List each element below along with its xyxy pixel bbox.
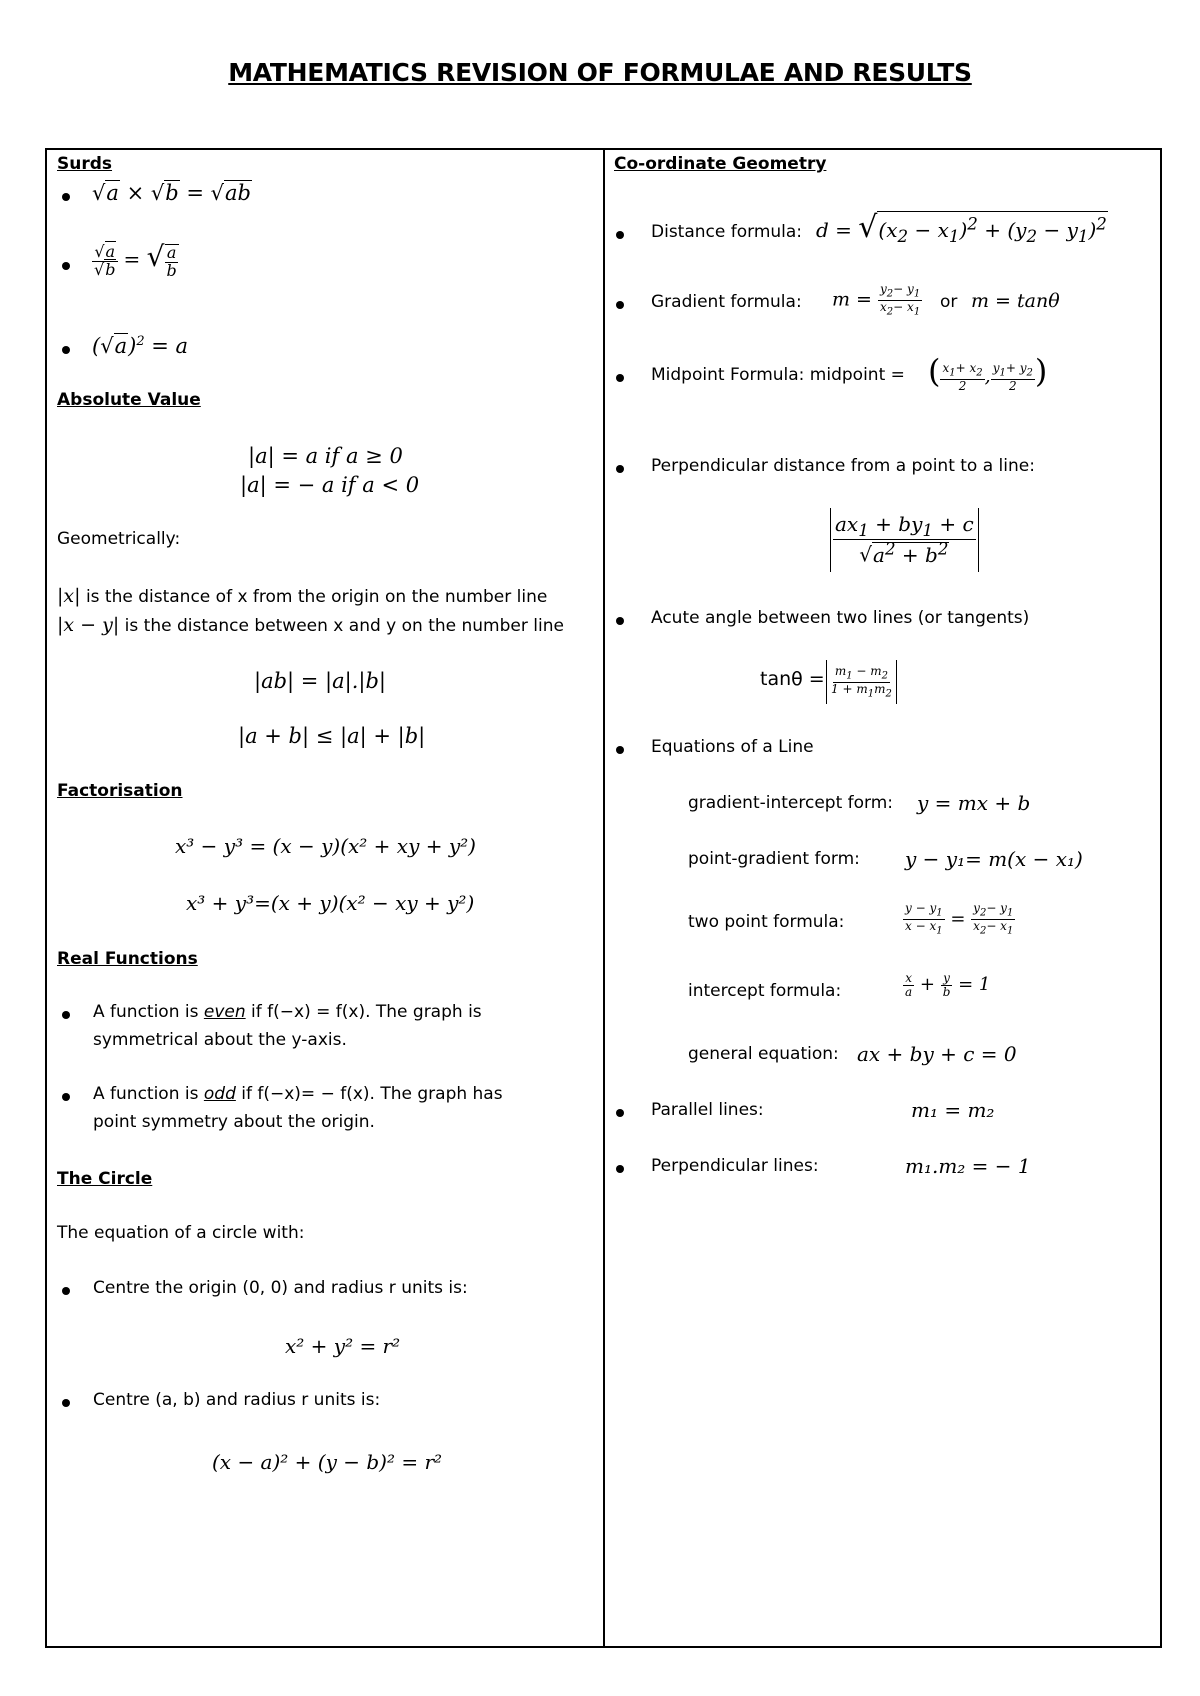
intercept-formula: $\frac{x}{a}$ + $\frac{y}{b}$ = 1 [905, 971, 991, 999]
even-function-line-2: symmetrical about the y-axis. [93, 1030, 347, 1050]
perpendicular-lines-label: Perpendicular lines: [651, 1156, 819, 1176]
absolute-formula-4: |a + b| ≤ |a| + |b| [238, 724, 426, 748]
odd-mid: if f(−x)= − f(x). The graph has [241, 1084, 503, 1104]
perpendicular-lines-formula: m₁.m₂ = − 1 [905, 1154, 1031, 1178]
even-word: even [203, 1002, 246, 1022]
general-equation-label: general equation: [688, 1044, 839, 1064]
line2-text: is the distance between x and y on the number line [124, 616, 564, 636]
acute-angle-lhs: tanθ = [760, 668, 825, 690]
absolute-geometric-line-2: |x − y| is the distance between x and y on the number line [57, 614, 564, 636]
bullet [62, 1011, 70, 1019]
general-equation-formula: ax + by + c = 0 [857, 1042, 1017, 1066]
absolute-formula-1: |a| = a if a ≥ 0 [248, 444, 403, 468]
circle-heading: The Circle [57, 1169, 153, 1189]
surds-formula-2: $\frac{√a}{√b}$ = √ $\frac{a}{b}$ [94, 240, 177, 280]
circle-formula-2: (x − a)² + (y − b)² = r² [212, 1450, 443, 1474]
absolute-formula-3: |ab| = |a|.|b| [254, 669, 386, 693]
column-divider [603, 148, 605, 1648]
equations-of-line-label: Equations of a Line [651, 737, 814, 757]
coordinate-geometry-heading: Co-ordinate Geometry [614, 154, 827, 174]
real-functions-heading: Real Functions [57, 949, 198, 969]
bullet [62, 1287, 70, 1295]
even-function-text [93, 1002, 482, 1022]
distance-label: Distance formula: [651, 222, 803, 242]
point-gradient-label: point-gradient form: [688, 849, 860, 869]
perpendicular-distance-formula: $\frac{ax_1 + by_1 + c}{√a^2 + b^2}$ [828, 508, 981, 572]
midpoint-label: Midpoint Formula: midpoint = [651, 365, 905, 385]
bullet [62, 262, 70, 270]
acute-angle-formula: $\frac{m_1 - m_2}{1 + m_1m_2}$ [824, 660, 899, 704]
surds-formula-1: √a × √b = √ab [92, 181, 251, 205]
circle-bullet-2: Centre (a, b) and radius r units is: [93, 1390, 381, 1410]
bullet [62, 193, 70, 201]
bullet [616, 374, 624, 382]
factorisation-formula-1: x³ − y³ = (x − y)(x² + xy + y²) [175, 834, 476, 858]
odd-function-line-2: point symmetry about the origin. [93, 1112, 375, 1132]
distance-formula: $d = √(x_2 - x_1)^2 + (y_2 - y_1)^2$ [816, 210, 1107, 246]
odd-word: odd [203, 1084, 236, 1104]
two-point-label: two point formula: [688, 912, 845, 932]
intercept-label: intercept formula: [688, 981, 842, 1001]
circle-bullet-1: Centre the origin (0, 0) and radius r units is: [93, 1278, 468, 1298]
even-pre: A function is [93, 1002, 199, 1022]
bullet [616, 231, 624, 239]
point-gradient-formula: y − y₁= m(x − x₁) [905, 847, 1083, 871]
factorisation-heading: Factorisation [57, 781, 183, 801]
bullet [62, 1399, 70, 1407]
gradient-intercept-formula: y = mx + b [917, 791, 1031, 815]
perpendicular-distance-label: Perpendicular distance from a point to a line: [651, 456, 1035, 476]
two-point-formula: $\frac{y - y_1}{x - x_1}$ = $\frac{y_2- y_1}{x_2- x_1}$ [905, 901, 1014, 937]
acute-angle-label: Acute angle between two lines (or tangents) [651, 608, 1030, 628]
absolute-value-heading: Absolute Value [57, 390, 201, 410]
gradient-label: Gradient formula: [651, 292, 802, 312]
gradient-intercept-label: gradient-intercept form: [688, 793, 894, 813]
geometrically-label: Geometrically: [57, 529, 181, 549]
bullet [616, 746, 624, 754]
odd-function-text [93, 1084, 503, 1104]
bullet [62, 1093, 70, 1101]
bullet [616, 617, 624, 625]
page-title: MATHEMATICS REVISION OF FORMULAE AND RESULTS [228, 58, 972, 87]
even-mid: if f(−x) = f(x). The graph is [251, 1002, 482, 1022]
bullet [616, 465, 624, 473]
parallel-lines-formula: m₁ = m₂ [911, 1098, 995, 1122]
gradient-or: or [940, 292, 958, 312]
parallel-lines-label: Parallel lines: [651, 1100, 764, 1120]
absolute-geometric-line-1: |x| is the distance of x from the origin on the number line [57, 585, 548, 607]
absolute-formula-2: |a| = − a if a < 0 [240, 473, 420, 497]
midpoint-formula: ( $\frac{x_1+ x_2}{2}$ , $\frac{y_1+ y_2}{2}$ ) [928, 352, 1048, 393]
factorisation-formula-2: x³ + y³=(x + y)(x² − xy + y²) [186, 891, 475, 915]
bullet [616, 1109, 624, 1117]
surds-formula-3: $(√a)^2 = a$ [92, 334, 189, 358]
gradient-formula: m = $\frac{y_2- y_1}{x_2- x_1}$ [832, 282, 921, 318]
odd-pre: A function is [93, 1084, 199, 1104]
bullet [62, 346, 70, 354]
bullet [616, 1165, 624, 1173]
bullet [616, 301, 624, 309]
line1-text: is the distance of x from the origin on the number line [85, 587, 548, 607]
circle-intro: The equation of a circle with: [57, 1223, 305, 1243]
gradient-tan-formula: m = tanθ [971, 290, 1060, 312]
circle-formula-1: x² + y² = r² [285, 1334, 401, 1358]
surds-heading: Surds [57, 154, 113, 174]
